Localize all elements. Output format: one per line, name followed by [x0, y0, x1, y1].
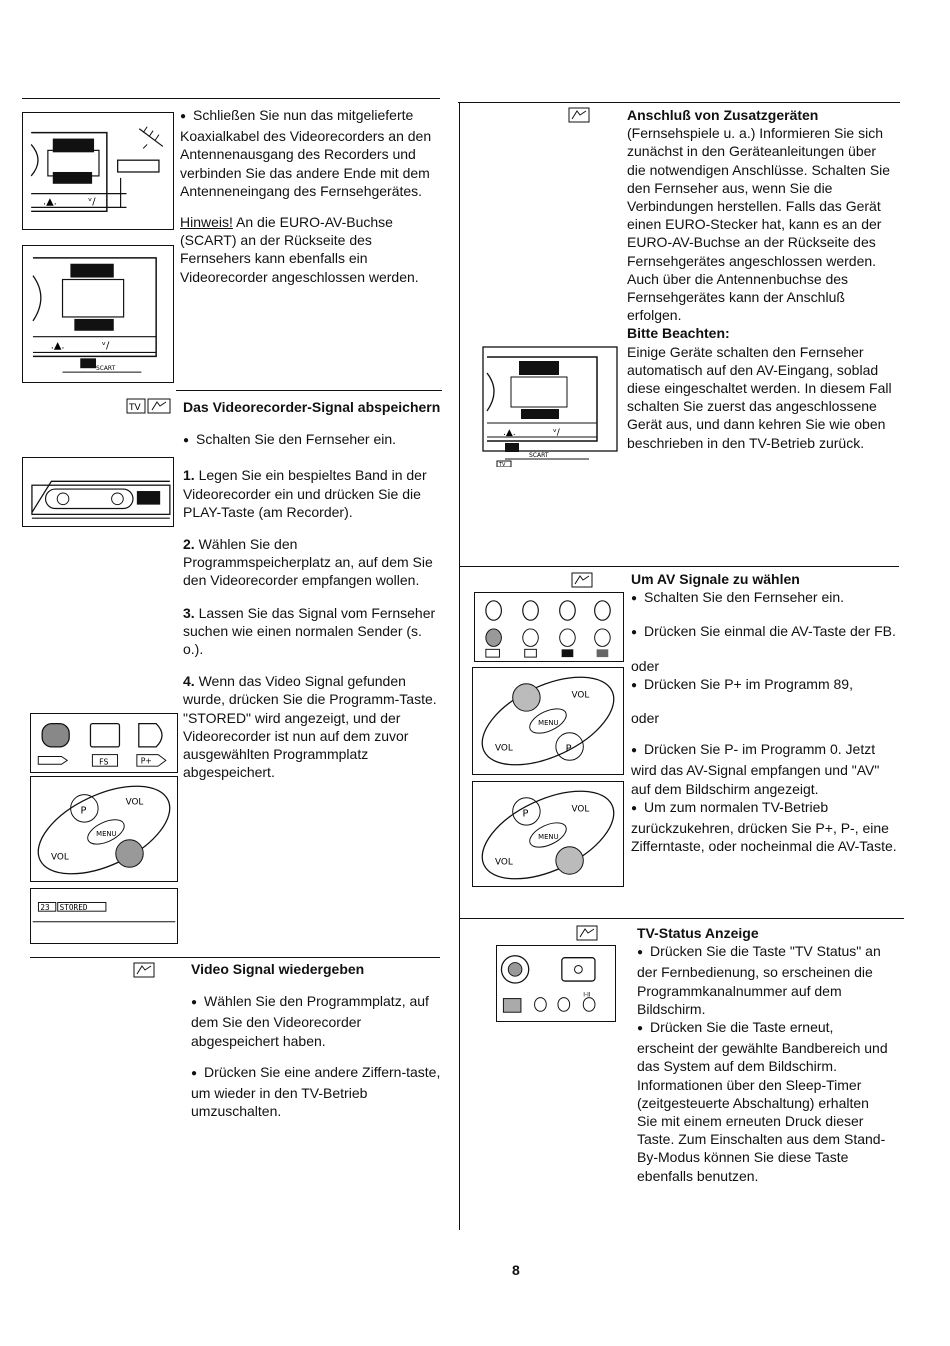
av-or-2: oder	[631, 710, 660, 727]
tv-back-scart-illustration	[22, 245, 174, 383]
av-section	[631, 570, 899, 868]
store-step-1: 1. Legen Sie ein bespieltes Band in der Videorecorder ein und drücken Sie die PLAY-Taste (am Recorder).	[183, 467, 427, 520]
remote-control-illustration-left	[30, 776, 178, 882]
playback-bullet-2: ● Drücken Sie eine andere Ziffern-taste, um wieder in den TV-Betrieb umzuschalten.	[191, 1063, 441, 1121]
svg-text:VOL: VOL	[51, 852, 69, 863]
svg-text:SCART: SCART	[529, 452, 549, 459]
svg-text:P: P	[80, 805, 87, 817]
svg-text:ᵛ/: ᵛ/	[88, 196, 96, 208]
remote-control-illustration-av-1	[472, 667, 624, 775]
svg-text:STORED: STORED	[59, 903, 88, 913]
svg-text:VOL: VOL	[495, 857, 513, 868]
store-step-4: 4. Wenn das Video Signal gefunden wurde, drücken Sie die Programm-Taste. "STORED" wird angezeigt, und der Videorecorder ist nun auf dem zuvor ausgewählten Programmplatz abgespeichert.	[183, 673, 437, 781]
note-label: Hinweis!	[180, 214, 233, 231]
playback-bullet-1: ● Wählen Sie den Programmplatz, auf dem Sie den Videorecorder abgespeichert haben.	[191, 992, 441, 1050]
store-section	[183, 398, 441, 794]
svg-text:P: P	[522, 808, 529, 820]
column-divider	[459, 102, 460, 1230]
antenna-bullet: ● Schließen Sie nun das mitgelieferte Koaxialkabel des Videorecorders an den Antennenausgang des Recorders und verbinden Sie das andere Ende mit dem Antenneneingang des Fernsehgerätes.	[180, 106, 440, 200]
note-text: An die EURO-AV-Buchse (SCART) an der Rückseite des Fernsehers kann ebenfalls ein Videorecorder angeschlossen werden.	[180, 214, 419, 285]
playback-title: Video Signal wiedergeben	[191, 961, 365, 977]
svg-text:.▲.: .▲.	[42, 196, 57, 208]
page-number: 8	[512, 1262, 520, 1278]
tv-back-antenna-illustration	[22, 112, 174, 230]
status-title: TV-Status Anzeige	[637, 925, 759, 941]
rule-right-av	[459, 566, 899, 567]
av-key-icon-extra	[568, 107, 590, 123]
svg-text:VOL: VOL	[495, 743, 513, 754]
tv-av-icon	[126, 398, 172, 414]
store-step-3: 3. Lassen Sie das Signal vom Fernseher suchen wie einen normalen Sender (s. o.).	[183, 604, 436, 658]
svg-text:VOL: VOL	[571, 804, 590, 815]
extra-section	[627, 106, 897, 452]
av-title: Um AV Signale zu wählen	[631, 571, 800, 587]
av-key-icon-playback	[133, 962, 155, 978]
av-bullet-5: ● Um zum normalen TV-Betrieb zurückzukehren, drücken Sie P+, P-, eine Zifferntaste, oder nocheinmal die AV-Taste.	[631, 798, 899, 856]
av-key-icon-status	[576, 925, 598, 941]
av-or-1: oder	[631, 657, 660, 674]
svg-text:.▲.: .▲.	[503, 428, 516, 438]
extra-body: (Fernsehspiele u. a.) Informieren Sie sich zunächst in den Geräteanleitungen über die notwendigen Anschlüsse. Schalten Sie den Fernseher aus, wenn Sie die Verbindungen herstellen. Falls das Gerät einen EURO-Stecker hat, kann es an der EURO-AV-Buchse an der Rückseite des Fernsehgerätes angeschlossen werden. Auch über die Antennenbuchse des Fernsehgerätes kann der Anschluß erfolgen.	[627, 125, 891, 324]
av-bullet-2: ● Drücken Sie einmal die AV-Taste der FB.	[631, 622, 899, 643]
svg-text:MENU: MENU	[538, 718, 559, 727]
rule-left-playback	[30, 957, 440, 958]
svg-text:ᵛ/: ᵛ/	[101, 340, 110, 352]
svg-text:I-II: I-II	[583, 992, 591, 999]
remote-buttons-illustration	[30, 713, 178, 773]
osd-stored-illustration	[30, 888, 178, 944]
svg-text:VOL: VOL	[125, 797, 144, 808]
p-plus-label: P+	[140, 756, 152, 766]
svg-text:TV: TV	[499, 462, 506, 467]
svg-text:VOL: VOL	[571, 690, 590, 701]
keypad-illustration	[474, 592, 624, 662]
av-bullet-1: ● Schalten Sie den Fernseher ein.	[631, 588, 899, 609]
svg-text:TV: TV	[129, 403, 141, 413]
status-bullet-1: ● Drücken Sie die Taste "TV Status" an der Fernbedienung, so erscheinen die Programmkanalnummer auf dem Bildschirm.	[637, 942, 892, 1018]
top-rule-left	[22, 98, 440, 99]
status-section	[637, 924, 892, 1198]
remote-control-illustration-av-2	[472, 781, 624, 887]
rule-left-store	[176, 390, 442, 391]
tv-back-extra-illustration	[469, 345, 619, 467]
status-bullet-2: ● Drücken Sie die Taste erneut, erscheint der gewählte Bandbereich und das System auf dem Bildschirm. Informationen über den Sleep-Timer (zeitgesteuerte Abschaltung) erhalten Sie mit einem erneuten Druck dieser Taste. Zum Einschalten aus dem Stand-By-Modus können Sie diese Taste ebenfalls benutzen.	[637, 1018, 892, 1185]
fs-label: FS	[99, 757, 109, 767]
svg-text:.▲.: .▲.	[50, 340, 65, 352]
scart-note	[180, 213, 440, 286]
attention-text: Einige Geräte schalten den Fernseher automatisch auf den AV-Eingang, soblad diese eingeschaltet werden. In diesem Fall schalten Sie zuerst das angeschlossene Gerät aus, und dann kehren Sie wie oben beschrieben in den TV-Betrieb zurück.	[627, 343, 892, 451]
av-bullet-3: ● Drücken Sie P+ im Programm 89,	[631, 675, 899, 696]
store-title: Das Videorecorder-Signal abspeichern	[183, 399, 441, 415]
video-cassette-illustration	[22, 457, 174, 527]
playback-section	[191, 960, 441, 1133]
svg-text:MENU: MENU	[96, 829, 117, 838]
top-rule-right	[458, 102, 900, 103]
av-key-icon-av	[571, 572, 593, 588]
svg-text:23: 23	[40, 903, 50, 913]
scart-label: SCART	[96, 366, 116, 373]
svg-text:MENU: MENU	[538, 832, 559, 841]
av-bullet-4: ● Drücken Sie P- im Programm 0. Jetzt wird das AV-Signal empfangen und "AV" auf dem Bildschirm angezeigt.	[631, 740, 899, 798]
extra-title: Anschluß von Zusatzgeräten	[627, 107, 819, 123]
status-button-illustration	[496, 945, 616, 1022]
antenna-instruction	[180, 106, 440, 299]
svg-text:ᵛ/: ᵛ/	[553, 428, 560, 438]
store-step-2: 2. Wählen Sie den Programmspeicherplatz an, auf dem Sie den Videorecorder empfangen wollen.	[183, 536, 433, 589]
store-bullet: ● Schalten Sie den Fernseher ein.	[183, 430, 441, 451]
rule-right-status	[459, 918, 904, 919]
attention-label: Bitte Beachten:	[627, 325, 730, 342]
svg-text:P: P	[565, 743, 572, 755]
